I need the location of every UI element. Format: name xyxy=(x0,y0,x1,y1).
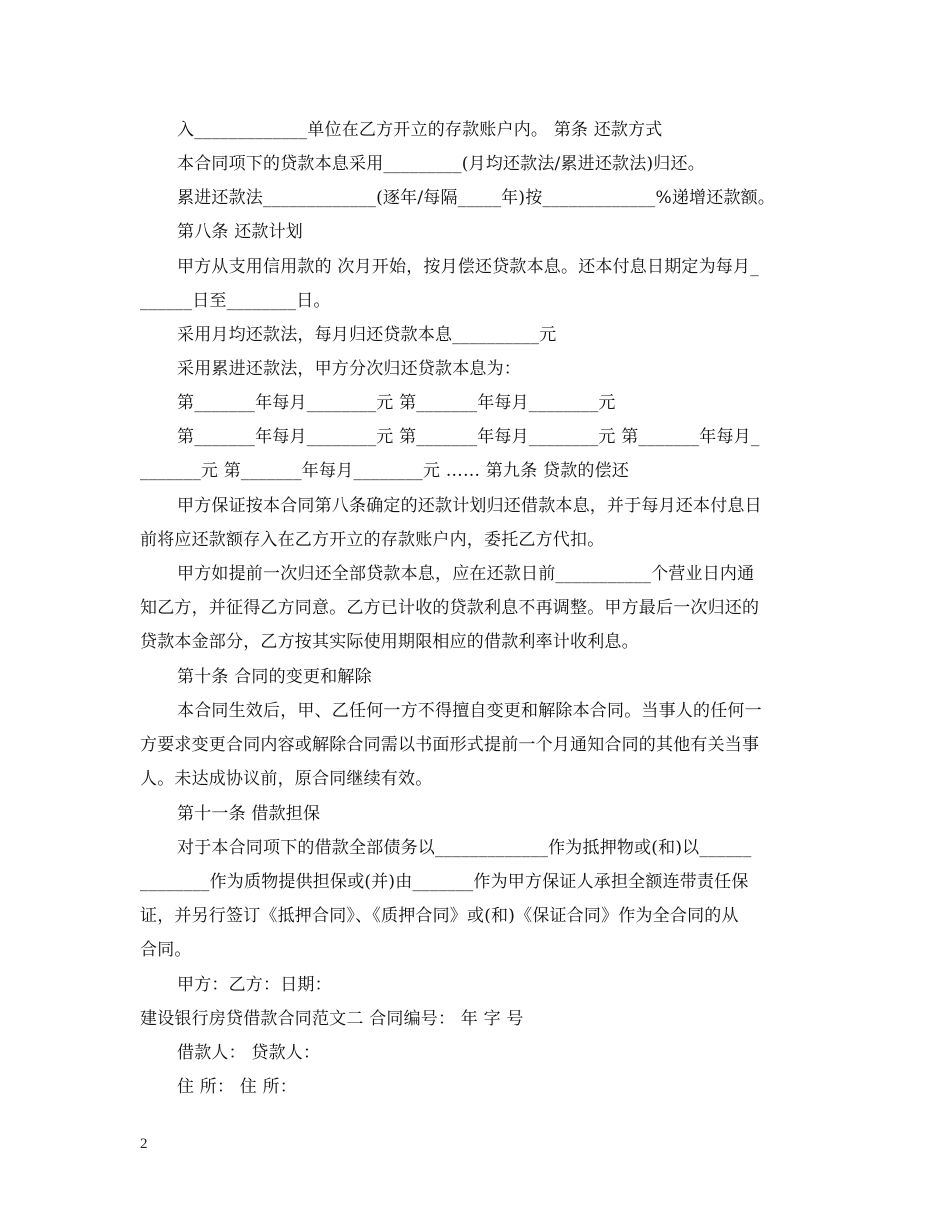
address-line: 住 所： 住 所： xyxy=(177,1077,298,1097)
text-line: 甲方从支用信用款的 次月开始，按月偿还贷款本息。还本付息日期定为每月_ xyxy=(177,257,759,277)
text-line: 本合同项下的贷款本息采用_________(月均还款法/累进还款法)归还。 xyxy=(177,154,705,174)
text-line: 累进还款法_____________(逐年/每隔_____年)按_____________%递增还款额。 xyxy=(177,188,776,208)
text-line: 甲方保证按本合同第八条确定的还款计划归还借款本息，并于每月还本付息日 xyxy=(177,496,762,516)
text-line: 证，并另行签订《抵押合同》、《质押合同》或(和)《保证合同》作为全合同的从 xyxy=(140,906,739,926)
text-line: 对于本合同项下的借款全部债务以_____________作为抵押物或(和)以______ xyxy=(177,838,752,858)
section-heading: 第八条 还款计划 xyxy=(177,222,304,242)
text-line: 前将应还款额存入在乙方开立的存款账户内，委托乙方代扣。 xyxy=(140,530,605,550)
text-line: 采用累进还款法，甲方分次归还贷款本息为： xyxy=(177,359,521,379)
text-line: 第_______年每月________元 第_______年每月________元 xyxy=(177,393,616,413)
text-line: 第_______年每月________元 第_______年每月________元 第_______年每月_ xyxy=(177,427,760,447)
page-number: 2 xyxy=(140,1136,148,1152)
section-heading: 第十条 合同的变更和解除 xyxy=(177,667,372,687)
text-line: 方要求变更合同内容或解除合同需以书面形式提前一个月通知合同的其他有关当事 xyxy=(140,735,760,755)
text-line: 本合同生效后，甲、乙任何一方不得擅自变更和解除本合同。当事人的任何一 xyxy=(177,701,762,721)
text-line: 贷款本金部分，乙方按其实际使用期限相应的借款利率计收利息。 xyxy=(140,632,639,652)
text-line: 人。未达成协议前，原合同继续有效。 xyxy=(140,769,433,789)
text-line: ______日至________日。 xyxy=(140,291,331,311)
text-line: ________作为质物提供担保或(并)由_______作为甲方保证人承担全额连带责任保 xyxy=(140,872,749,892)
text-line: 知乙方，并征得乙方同意。乙方已计收的贷款利息不再调整。甲方最后一次归还的 xyxy=(140,598,760,618)
signature-line: 甲方：乙方：日期： xyxy=(177,975,332,995)
contract-title: 建设银行房贷借款合同范文二 合同编号： 年 字 号 xyxy=(140,1009,524,1029)
party-line: 借款人： 贷款人： xyxy=(177,1043,321,1063)
text-line: 入_____________单位在乙方开立的存款账户内。 第条 还款方式 xyxy=(177,120,663,140)
section-heading: 第十一条 借款担保 xyxy=(177,804,321,824)
text-line: _______元 第_______年每月________元 …… 第九条 贷款的偿还 xyxy=(140,461,630,481)
text-line: 合同。 xyxy=(140,940,192,960)
text-line: 采用月均还款法，每月归还贷款本息__________元 xyxy=(177,325,557,345)
text-line: 甲方如提前一次归还全部贷款本息，应在还款日前___________个营业日内通 xyxy=(177,564,755,584)
